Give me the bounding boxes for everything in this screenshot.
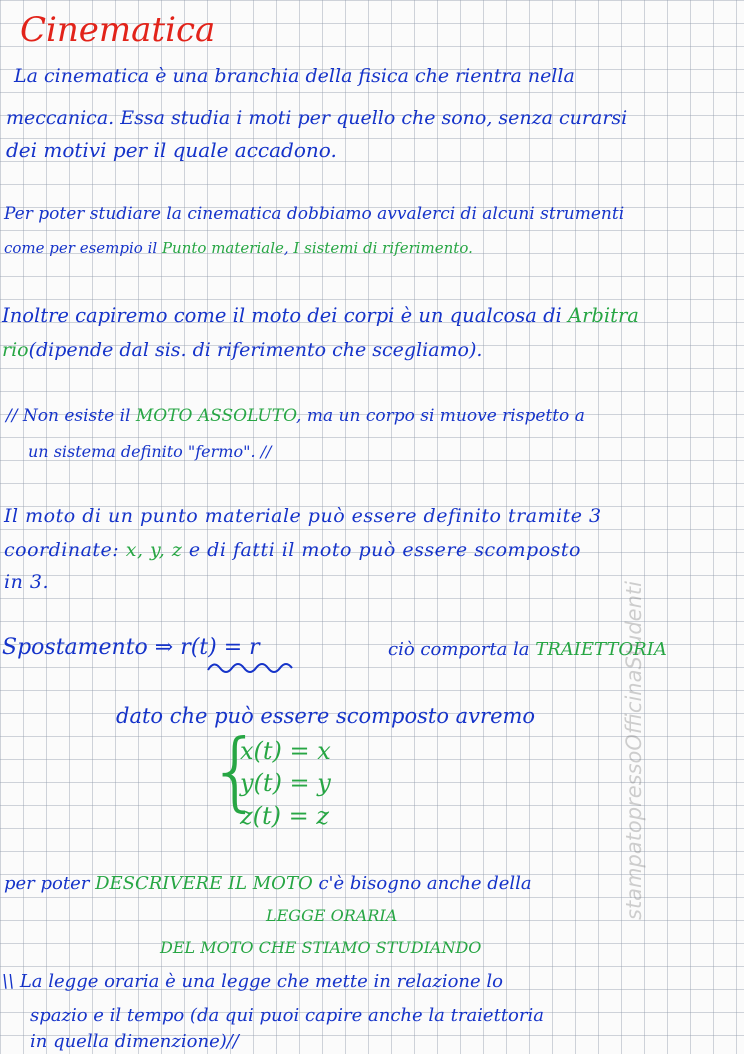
spostamento-formula: Spostamento ⇒ r(t) = r: [2, 635, 260, 660]
p3-line1-start: Inoltre capiremo come il moto dei corpi è un qualcosa di: [2, 304, 568, 327]
comporta-start: ciò comporta la: [388, 639, 536, 660]
p3-line1: [2, 304, 639, 328]
legge-oraria-term: LEGGE ORARIA: [266, 906, 398, 925]
p8-line2: spazio e il tempo (da qui puoi capire anche la traiettoria: [30, 1005, 544, 1026]
p4-line1-start: // Non esiste il: [6, 406, 136, 426]
descrivere-term: DESCRIVERE IL MOTO: [95, 873, 313, 894]
moto-assoluto-term: MOTO ASSOLUTO: [135, 406, 297, 426]
p3-line2-rest: (dipende dal sis. di riferimento che scegliamo).: [28, 339, 483, 361]
p2-line2: [4, 236, 473, 260]
arbitrario-term-end: rio: [2, 339, 29, 361]
p1-line1: La cinematica è una branchia della fisica che rientra nella: [14, 65, 575, 87]
p8-line1: \\ La legge oraria è una legge che mette in relazione lo: [2, 971, 503, 992]
p7-line1-rest: c'è bisogno anche della: [312, 873, 532, 894]
p7-line1-start: per poter: [4, 873, 96, 894]
p5-line2: [4, 538, 581, 562]
p4-line1: [6, 404, 585, 428]
watermark: stampatopressoOfficinaStudenti: [622, 581, 646, 920]
equation-brace: {: [208, 721, 263, 821]
page-title: Cinematica: [20, 10, 216, 50]
p1-line2: meccanica. Essa studia i moti per quello che sono, senza curarsi: [6, 107, 628, 129]
punto-materiale-term: Punto materiale: [161, 239, 284, 257]
arbitrario-term-start: Arbitra: [568, 304, 639, 327]
squiggle-underline: [206, 656, 296, 680]
p3-line2: [2, 338, 482, 362]
equation-x: x(t) = x: [240, 737, 331, 765]
del-moto-term: DEL MOTO CHE STIAMO STUDIANDO: [160, 938, 482, 957]
p5-line1: Il moto di un punto materiale può essere definito tramite 3: [4, 505, 602, 527]
p4-line1-rest: , ma un corpo si muove rispetto a: [296, 406, 585, 426]
equation-z: z(t) = z: [240, 802, 330, 830]
p5-line3: in 3.: [4, 571, 49, 593]
p2-line1: Per poter studiare la cinematica dobbiamo avvalerci di alcuni strumenti: [4, 204, 625, 224]
p2-separator: ,: [283, 239, 294, 257]
traiettoria-term: TRAIETTORIA: [535, 639, 667, 660]
coordinates-term: x, y, z: [125, 539, 183, 561]
p8-line3: in quella dimenzione)//: [30, 1031, 239, 1052]
p2-line2-start: come per esempio il: [4, 239, 162, 257]
equation-y: y(t) = y: [240, 769, 331, 797]
p7-line1: [4, 872, 532, 896]
p4-line2: un sistema definito "fermo". //: [28, 442, 272, 461]
sistemi-riferimento-term: I sistemi di riferimento.: [293, 239, 473, 257]
p5-line2-start: coordinate:: [4, 539, 126, 561]
p1-line3: dei motivi per il quale accadono.: [6, 138, 337, 162]
p5-line2-rest: e di fatti il moto può essere scomposto: [182, 539, 581, 561]
dato-text: dato che può essere scomposto avremo: [116, 704, 536, 728]
